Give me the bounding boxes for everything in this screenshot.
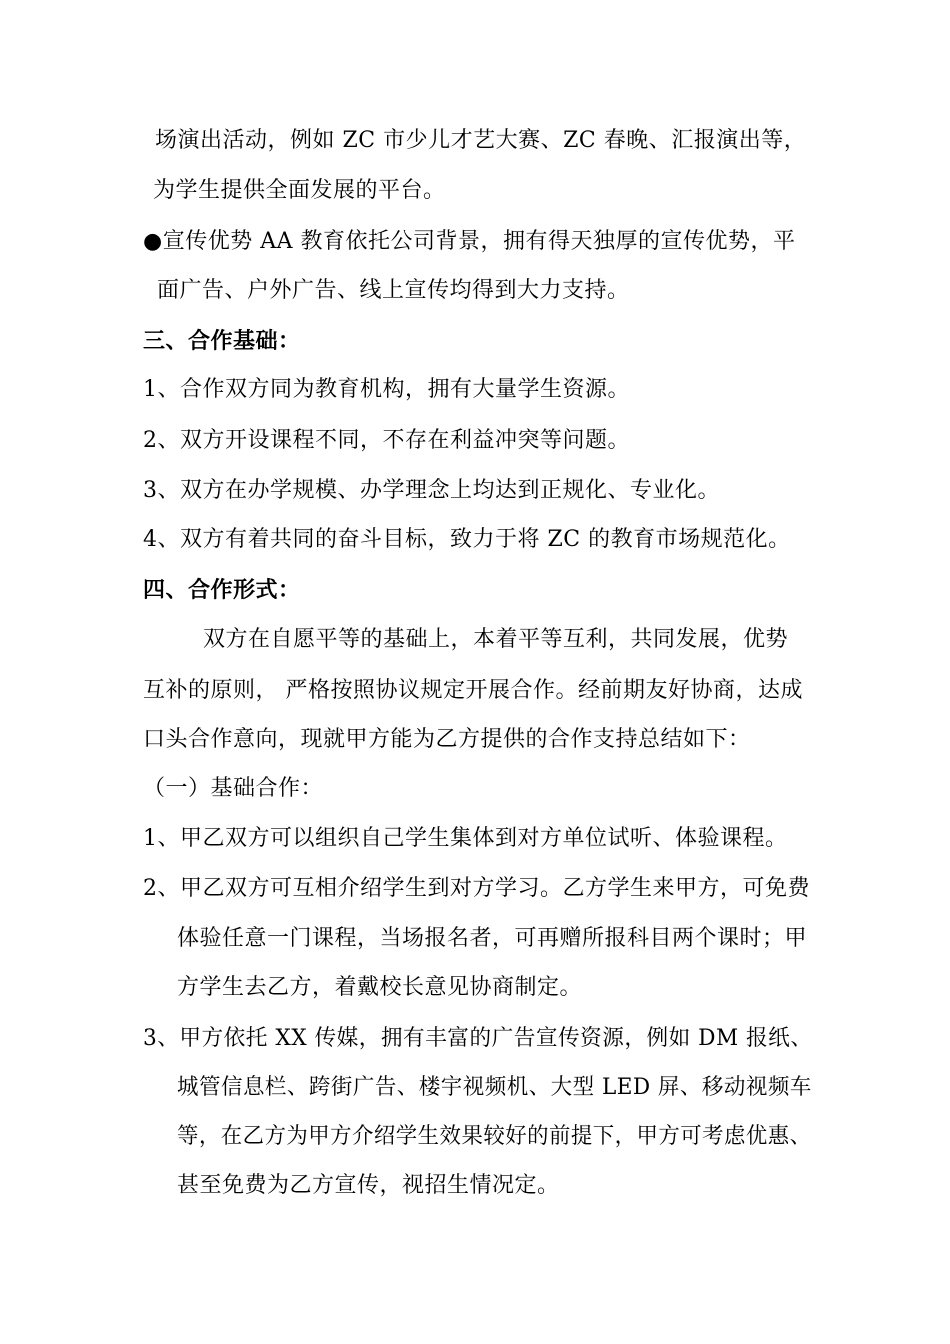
section-4-para-line-2: 互补的原则， 严格按照协议规定开展合作。经前期友好协商，达成	[143, 678, 803, 703]
section-4-para-line-3: 口头合作意向，现就甲方能为乙方提供的合作支持总结如下：	[143, 727, 751, 752]
section-4-item-2-line-2: 体验任意一门课程，当场报名者，可再赠所报科目两个课时；甲	[177, 926, 808, 951]
section-3-heading: 三、合作基础：	[143, 329, 301, 354]
section-4-item-2-line-3: 方学生去乙方，着戴校长意见协商制定。	[177, 975, 583, 1000]
intro-line-2: 为学生提供全面发展的平台。	[153, 178, 446, 203]
section-4-subheading: （一）基础合作：	[143, 776, 324, 801]
section-4-item-2-line-1: 2、甲乙双方可互相介绍学生到对方学习。乙方学生来甲方，可免费	[143, 876, 810, 901]
section-4-item-1: 1、甲乙双方可以组织自己学生集体到对方单位试听、体验课程。	[143, 826, 788, 851]
section-3-item-4: 4、双方有着共同的奋斗目标，致力于将 ZC 的教育市场规范化。	[143, 527, 791, 552]
section-3-item-3: 3、双方在办学规模、办学理念上均达到正规化、专业化。	[143, 478, 720, 503]
advantage-line-1: ●宣传优势 AA 教育依托公司背景，拥有得天独厚的宣传优势，平	[143, 229, 796, 254]
section-4-item-3-line-2: 城管信息栏、跨街广告、楼宇视频机、大型 LED 屏、移动视频车	[177, 1075, 812, 1100]
section-4-para-line-1: 双方在自愿平等的基础上，本着平等互利，共同发展，优势	[203, 627, 789, 652]
section-4-item-3-line-4: 甚至免费为乙方宣传，视招生情况定。	[177, 1173, 560, 1198]
section-4-item-3-line-1: 3、甲方依托 XX 传媒，拥有丰富的广告宣传资源，例如 DM 报纸、	[143, 1026, 813, 1051]
section-3-item-1: 1、合作双方同为教育机构，拥有大量学生资源。	[143, 377, 630, 402]
section-3-item-2: 2、双方开设课程不同，不存在利益冲突等问题。	[143, 428, 630, 453]
advantage-line-2: 面广告、户外广告、线上宣传均得到大力支持。	[157, 278, 630, 303]
section-4-item-3-line-3: 等，在乙方为甲方介绍学生效果较好的前提下，甲方可考虑优惠、	[177, 1124, 812, 1149]
intro-line-1: 场演出活动，例如 ZC 市少儿才艺大赛、ZC 春晚、汇报演出等，	[155, 128, 807, 153]
section-4-heading: 四、合作形式：	[143, 578, 301, 603]
